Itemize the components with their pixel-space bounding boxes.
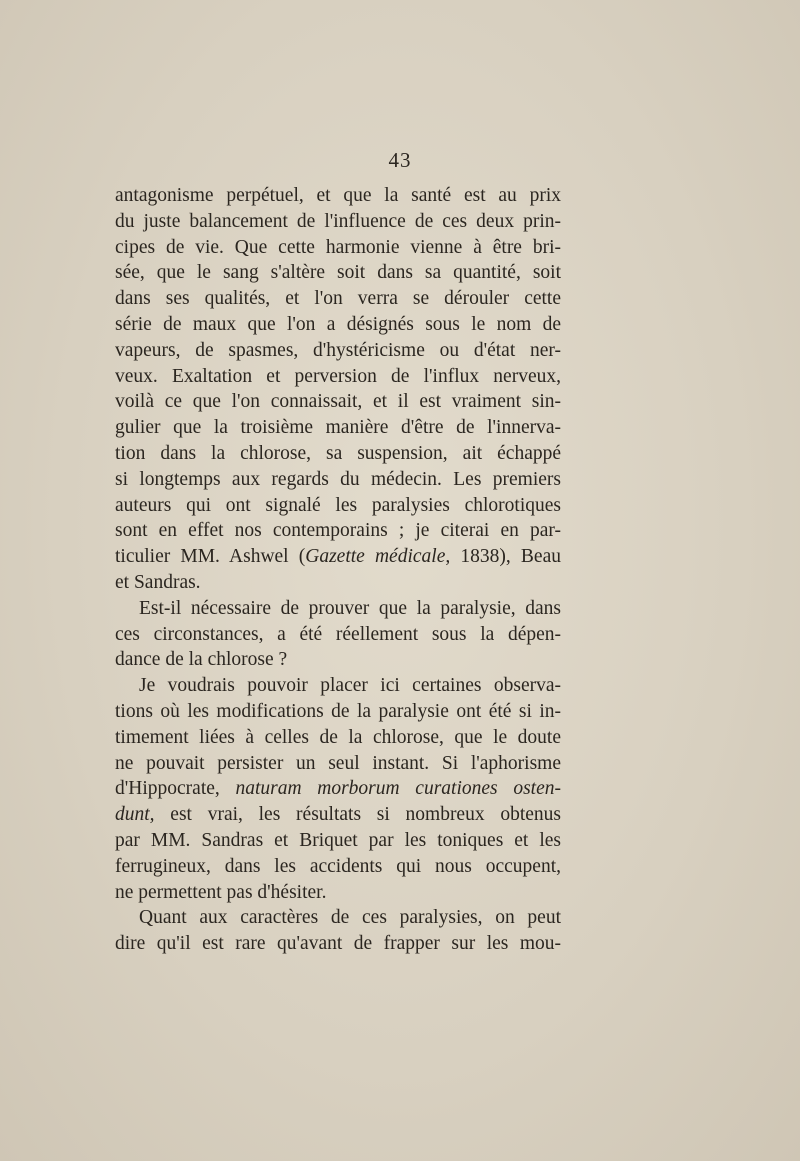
italic-text-run: naturam morborum curationes osten- [235,778,561,800]
text-run: est vrai, les résultats si nombreux obtenus [154,804,561,826]
italic-text-run: dunt, [115,804,155,826]
text-line: auteurs qui ont signalé les paralysies chlorotiques [115,494,561,516]
text-line: série de maux que l'on a désignés sous le nom de [115,313,561,335]
text-line: gulier que la troisième manière d'être de l'innerva- [115,417,561,439]
text-line: voilà ce que l'on connaissait, et il est vraiment sin- [115,391,561,413]
text-line: dire qu'il est rare qu'avant de frapper sur les mou- [115,933,561,955]
text-line: ne pouvait persister un seul instant. Si l'aphorisme [115,752,561,774]
text-line: dans ses qualités, et l'on verra se dérouler cette [115,288,561,310]
text-line: Quant aux caractères de ces paralysies, on peut [139,907,561,929]
text-line: Je voudrais pouvoir placer ici certaines observa- [139,675,561,697]
text-line: tions où les modifications de la paralysie ont été si in- [115,700,561,722]
text-line: du juste balancement de l'influence de ces deux prin- [115,210,561,232]
text-line: par MM. Sandras et Briquet par les toniques et les [115,829,561,851]
text-run: 1838), Beau [450,546,561,568]
text-line: dance de la chlorose ? [115,649,288,671]
text-line: sée, que le sang s'altère soit dans sa quantité, soit [115,262,561,284]
body-text [115,183,561,957]
page-number: 43 [388,148,412,172]
text-run: d'Hippocrate, [115,778,236,800]
text-line: tion dans la chlorose, sa suspension, ait échappé [115,442,561,464]
text-line: timement liées à celles de la chlorose, que le doute [115,726,561,748]
text-line: sont en effet nos contemporains ; je citerai en par- [115,520,561,542]
text-run: ticulier MM. Ashwel ( [115,546,306,568]
text-line: cipes de vie. Que cette harmonie vienne à être bri- [115,236,561,258]
text-line: Est-il nécessaire de prouver que la paralysie, dans [139,597,561,619]
text-line [115,802,561,828]
text-line: et Sandras. [115,571,201,593]
text-line: ferrugineux, dans les accidents qui nous occupent, [115,855,561,877]
text-line: si longtemps aux regards du médecin. Les premiers [115,468,561,490]
text-line: antagonisme perpétuel, et que la santé est au prix [115,185,561,206]
text-line: ne permettent pas d'hésiter. [115,881,327,903]
text-line: ces circonstances, a été réellement sous la dépen- [115,623,561,645]
text-line: veux. Exaltation et perversion de l'influx nerveux, [115,365,561,387]
text-line [115,776,561,802]
text-line [115,544,561,570]
italic-text-run: Gazette médicale, [305,546,451,568]
text-line: vapeurs, de spasmes, d'hystéricisme ou d'état ner- [115,339,561,361]
